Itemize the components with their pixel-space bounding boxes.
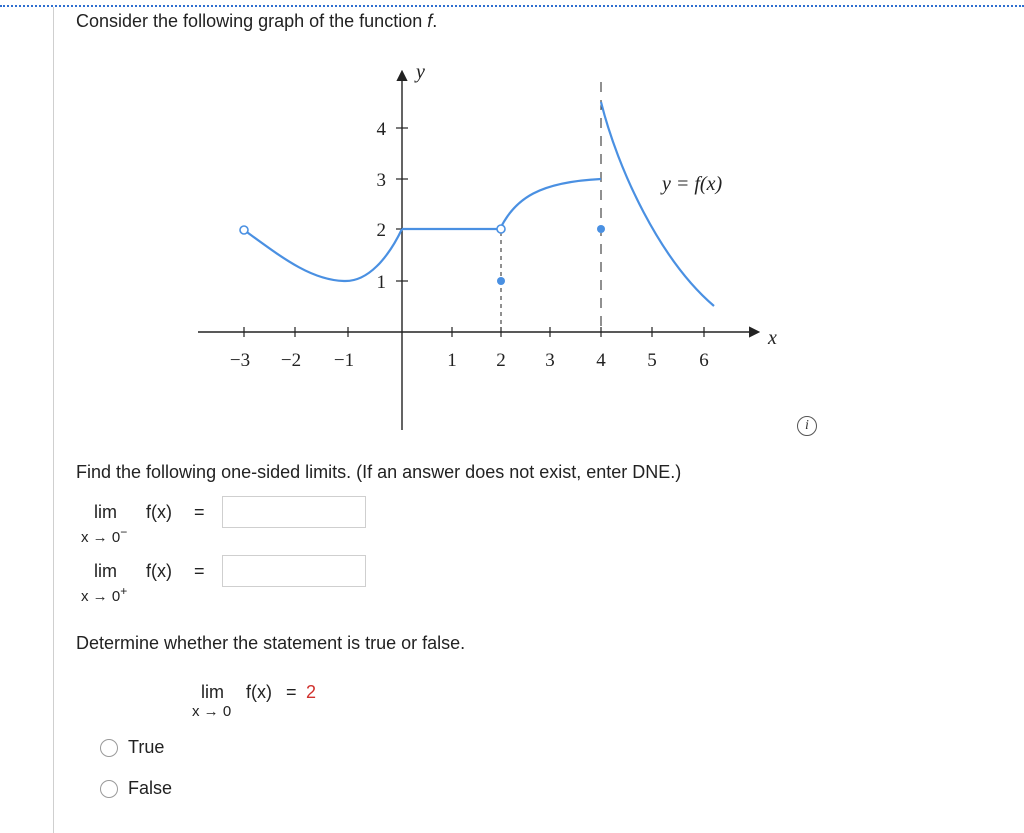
x-tick-label: −2 [280, 350, 302, 371]
limit-right-answer-input[interactable] [222, 555, 366, 587]
y-axis-label: y [416, 61, 425, 83]
x-tick-label: 6 [699, 350, 709, 371]
curve-rising-piece [500, 179, 601, 229]
info-icon[interactable]: i [797, 416, 817, 436]
left-margin-rule [53, 7, 54, 833]
top-dotted-divider [0, 5, 1024, 7]
curve-label: y = f(x) [662, 173, 723, 195]
curve-falling-piece [601, 102, 714, 306]
x-tick-label: 2 [496, 350, 506, 371]
limit-left-answer-input[interactable] [222, 496, 366, 528]
y-tick-label: 3 [376, 170, 386, 191]
radio-false[interactable] [100, 780, 118, 798]
x-tick-label: 4 [596, 350, 606, 371]
statement-value: 2 [306, 682, 317, 702]
equals-sign: = [194, 561, 205, 581]
equals-sign: = [194, 502, 205, 522]
function-graph [190, 60, 790, 430]
function-name: f [427, 11, 433, 31]
statement-prompt: Determine whether the statement is true or false. [76, 633, 466, 653]
y-tick-label: 1 [376, 272, 386, 293]
x-tick-label: 3 [545, 350, 555, 371]
limit-expression: lim f(x) x → 0+ [81, 561, 172, 605]
x-tick-label: 1 [447, 350, 457, 371]
y-tick-label: 2 [376, 220, 386, 241]
x-tick-label: −3 [229, 350, 251, 371]
question-text: Consider the following graph of the function f. [76, 11, 438, 31]
x-tick-label: 5 [647, 350, 657, 371]
closed-point [597, 225, 605, 233]
x-axis-label: x [768, 327, 777, 349]
closed-point [497, 277, 505, 285]
x-tick-label: −1 [333, 350, 355, 371]
instructions-text: Find the following one-sided limits. (If an answer does not exist, enter DNE.) [76, 462, 682, 482]
y-tick-label: 4 [376, 119, 386, 140]
open-point [497, 225, 505, 233]
radio-true[interactable] [100, 739, 118, 757]
open-point [240, 226, 248, 234]
limit-expression: lim f(x) x → 0− [81, 502, 172, 546]
limit-statement: lim f(x) x → 0 = 2 [192, 682, 317, 720]
